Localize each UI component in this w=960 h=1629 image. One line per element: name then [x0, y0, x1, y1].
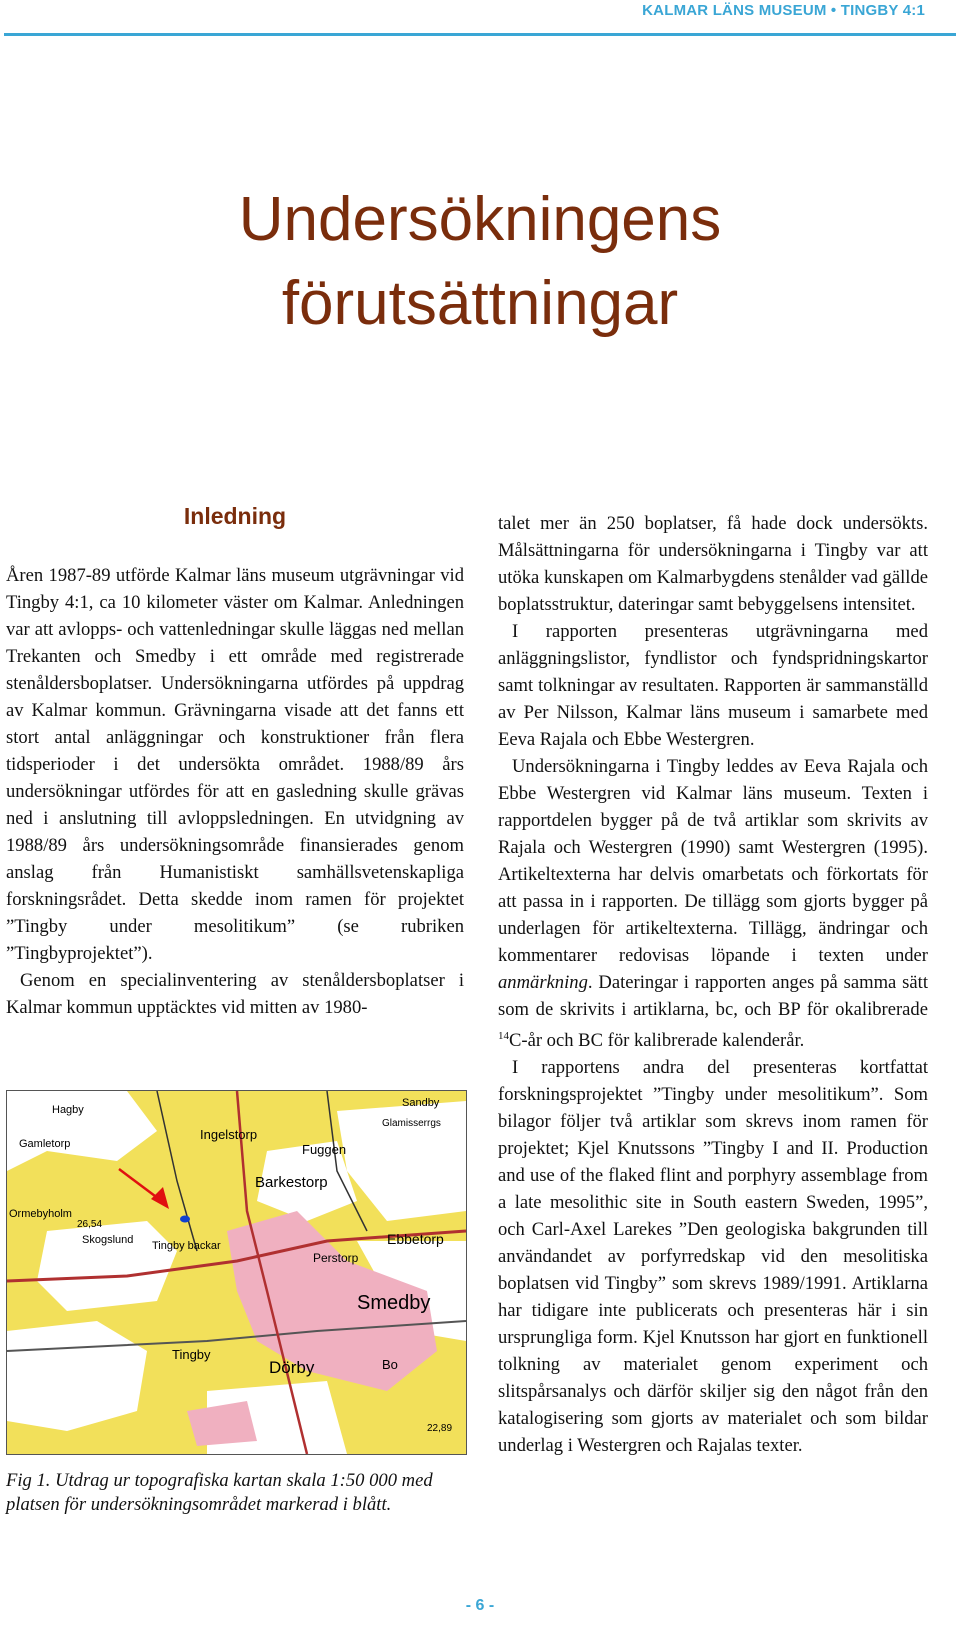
built-up-area — [187, 1401, 257, 1446]
figure-caption-prefix: Fig 1. — [6, 1470, 56, 1491]
topographic-map — [6, 1090, 467, 1455]
paragraph: I rapportens andra del presenteras kortfattat forskningsprojektet ”Tingby under mesolitikum”. Som bilagor följer två artiklar som skrevs inom ramen för projektet; Kjel Knutssons ”Tingby I and II. Production and use of the flaked flint and porphyry assemblage from a late mesolithic site in South eastern Sweden, 1995”, och Carl-Axel Larekes ”Den geologiska bakgrunden till användandet av porfyrredskap vid den mesolitiska boplatsen vid Tingby” som skrevs 1989/1991. Artiklarna har tidigare inte publicerats och presenteras här i sin ursprungliga form. Kjel Knutsson har gjort en funktionell tolkning av materialet genom experiment och slitspårsanalys och därför skiljer sig den något från den katalogisering som gjorts av materialet och som bildar underlag i Westergren och Rajalas texter. — [498, 1057, 928, 1457]
site-marker — [180, 1216, 190, 1223]
text-run: C-år och BC för kalibrerade kalenderår. — [509, 1030, 805, 1052]
text-run: Undersökningarna i Tingby leddes av Eeva Rajala och Ebbe Westergren vid Kalmar läns museum. Texten i rapportdelen bygger på de två artiklar som skrivits av Rajala och Westergren (1990) samt Westergren (1995). Artikeltexterna har delvis omarbetats och förkortats för att passa in i rapporten. De tillägg som gjorts bygger på underlagen för artikeltexterna. Tillägg, ändringar och kommentarer redovisas löpande i texten under — [498, 756, 928, 966]
running-title: KALMAR LÄNS MUSEUM • TINGBY 4:1 — [642, 2, 925, 19]
elevation-label: 22,89 — [427, 1423, 453, 1434]
chapter-title-line-2: förutsättningar — [281, 269, 679, 338]
map-label: Gamletorp — [19, 1138, 71, 1150]
map-label: Ormebyholm — [9, 1208, 72, 1220]
map-label: Tingby — [172, 1347, 211, 1362]
section-heading: Inledning — [183, 503, 287, 529]
running-header — [0, 0, 960, 36]
map-label: Dörby — [269, 1358, 315, 1377]
map-label: Sandby — [402, 1097, 440, 1109]
figure-caption-text: Utdrag ur topografiska kartan skala 1:50 000 med platsen för undersökningsområdet markerad i blått. — [6, 1470, 433, 1515]
map-label: Skogslund — [82, 1234, 134, 1246]
right-column — [498, 510, 928, 1459]
road — [157, 1091, 197, 1251]
map-label: Glamisserrgs — [382, 1118, 441, 1129]
map-label: Hagby — [52, 1104, 84, 1116]
map-label: Barkestorp — [255, 1174, 328, 1191]
paragraph: Åren 1987-89 utförde Kalmar läns museum utgrävningar vid Tingby 4:1, ca 10 kilometer väster om Kalmar. Anledningen var att avlopps- och vattenledningar skulle läggas ned mellan Trekanten och Smedby i ett område med registrerade stenåldersboplatser. Undersökningarna utfördes på uppdrag av Kalmar kommun. Grävningarna visade att det fanns ett stort antal anläggningar och konstruktioner från flera tidsperioder i det undersökta området. 1988/89 års undersökningar utfördes för att en gasledning skulle grävas ned i anslutning till avloppsledningen. En utvidgning av 1988/89 års undersökningsområde finansierades genom anslag från Humanistiskt samhällsvetenskapliga forskningsrådet. Detta skedde inom ramen för projektet ”Tingby under mesolitikum” (se rubriken ”Tingbyprojektet”). — [6, 565, 464, 964]
chapter-title-line-1: Undersökningens — [238, 185, 722, 254]
elevation-label: 26,54 — [77, 1219, 103, 1230]
field-area — [7, 1321, 147, 1431]
header-rule — [4, 33, 956, 36]
marker-arrow-line — [119, 1169, 159, 1199]
paragraph: talet mer än 250 boplatser, få hade dock undersökts. Målsättningarna för undersökningarna i Tingby var att utöka kunskapen om Kalmarbygdens stenålder vad gällde boplatsstruktur, dateringar samt bebyggelsens intensitet. — [498, 513, 928, 615]
emphasis-text: anmärkning — [498, 972, 588, 993]
marker-arrow-head — [151, 1187, 169, 1209]
paragraph: I rapporten presenteras utgrävningarna med anläggningslistor, fyndlistor och fyndspridningskartor samt tolkningar av resultaten. Rapporten är sammanställd av Per Nilsson, Kalmar läns museum i samarbete med Eeva Rajala och Ebbe Westergren. — [498, 621, 928, 750]
map-label: Tingby backar — [152, 1240, 221, 1252]
map-graphic — [7, 1091, 466, 1454]
map-label: Fuggen — [302, 1142, 347, 1157]
map-label: Ingelstorp — [200, 1127, 258, 1142]
superscript: 14 — [498, 1030, 509, 1042]
map-label: Bo — [382, 1357, 398, 1372]
page-number: - 6 - — [465, 1597, 495, 1614]
figure-caption — [6, 1469, 464, 1517]
chapter-title — [0, 178, 960, 346]
paragraph — [498, 753, 928, 1054]
map-label: Ebbetorp — [387, 1231, 444, 1247]
paragraph: Genom en specialinventering av stenåldersboplatser i Kalmar kommun upptäcktes vid mitten av 1980- — [6, 970, 464, 1018]
map-label: Smedby — [357, 1292, 431, 1314]
left-column — [6, 562, 464, 1021]
text-run: . Dateringar i rapporten anges på samma sätt som de skrivits i artiklarna, bc, och BP för okalibrerade — [498, 972, 928, 1020]
field-area — [7, 1091, 157, 1171]
map-label: Perstorp — [313, 1251, 359, 1265]
